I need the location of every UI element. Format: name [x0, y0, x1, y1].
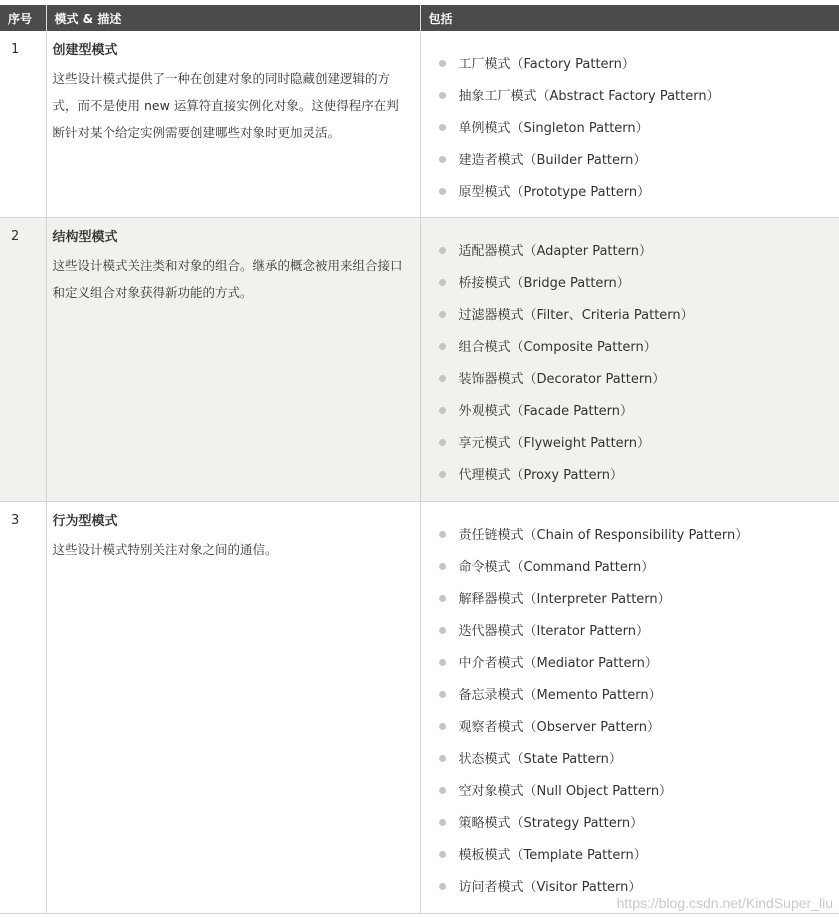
category-description: 这些设计模式关注类和对象的组合。继承的概念被用来组合接口和定义组合对象获得新功能的方式。	[52, 258, 403, 300]
pattern-list	[421, 502, 839, 904]
header-pattern-description: 模式 & 描述	[46, 5, 420, 31]
pattern-item	[439, 49, 839, 81]
pattern-name: 抽象工厂模式（Abstract Factory Pattern）	[458, 89, 720, 104]
header-includes: 包括	[420, 5, 839, 31]
pattern-item	[439, 712, 839, 744]
header-number: 序号	[0, 5, 46, 31]
bullet-icon	[439, 188, 446, 195]
category-description: 这些设计模式特别关注对象之间的通信。	[52, 542, 278, 557]
pattern-item	[439, 113, 839, 145]
bullet-icon	[439, 407, 446, 414]
pattern-item	[439, 552, 839, 584]
pattern-item	[439, 396, 839, 428]
pattern-name: 单例模式（Singleton Pattern）	[458, 121, 649, 136]
row-number-cell	[0, 218, 46, 502]
pattern-list	[421, 31, 839, 209]
pattern-name: 空对象模式（Null Object Pattern）	[458, 784, 673, 799]
pattern-name: 解释器模式（Interpreter Pattern）	[458, 592, 671, 607]
category-title: 创建型模式	[52, 43, 118, 58]
pattern-name: 观察者模式（Observer Pattern）	[458, 720, 661, 735]
bullet-icon	[439, 755, 446, 762]
pattern-name: 状态模式（State Pattern）	[458, 752, 622, 767]
pattern-name: 策略模式（Strategy Pattern）	[458, 816, 644, 831]
bullet-icon	[439, 723, 446, 730]
bullet-icon	[439, 343, 446, 350]
category-title: 结构型模式	[52, 230, 118, 245]
pattern-name: 原型模式（Prototype Pattern）	[458, 185, 651, 200]
pattern-name: 工厂模式（Factory Pattern）	[458, 57, 635, 72]
description-cell	[46, 31, 420, 218]
bullet-icon	[439, 247, 446, 254]
pattern-item	[439, 648, 839, 680]
description-cell	[46, 218, 420, 502]
bullet-icon	[439, 595, 446, 602]
bullet-icon	[439, 156, 446, 163]
row-number: 1	[11, 42, 20, 57]
table-row	[0, 218, 839, 502]
includes-cell	[420, 31, 839, 218]
bullet-icon	[439, 627, 446, 634]
table-header	[0, 5, 839, 31]
bullet-icon	[439, 851, 446, 858]
category-title: 行为型模式	[52, 514, 118, 529]
pattern-item	[439, 300, 839, 332]
watermark: https://blog.csdn.net/KindSuper_liu	[616, 895, 833, 911]
pattern-item	[439, 616, 839, 648]
category-description: 这些设计模式提供了一种在创建对象的同时隐藏创建逻辑的方式，而不是使用 new 运算符直接实例化对象。这使得程序在判断针对某个给定实例需要创建哪些对象时更加灵活。	[52, 71, 399, 140]
pattern-list	[421, 218, 839, 492]
pattern-item	[439, 520, 839, 552]
includes-cell	[420, 218, 839, 502]
bullet-icon	[439, 124, 446, 131]
pattern-item	[439, 460, 839, 492]
pattern-name: 适配器模式（Adapter Pattern）	[458, 244, 652, 259]
bullet-icon	[439, 279, 446, 286]
pattern-name: 代理模式（Proxy Pattern）	[458, 468, 624, 483]
pattern-item	[439, 332, 839, 364]
pattern-name: 模板模式（Template Pattern）	[458, 848, 647, 863]
pattern-name: 建造者模式（Builder Pattern）	[458, 153, 647, 168]
bullet-icon	[439, 787, 446, 794]
pattern-item	[439, 145, 839, 177]
pattern-item	[439, 808, 839, 840]
pattern-item	[439, 81, 839, 113]
pattern-name: 备忘录模式（Memento Pattern）	[458, 688, 662, 703]
table-row	[0, 31, 839, 218]
bullet-icon	[439, 471, 446, 478]
pattern-name: 访问者模式（Visitor Pattern）	[458, 880, 642, 895]
bullet-icon	[439, 311, 446, 318]
pattern-name: 迭代器模式（Iterator Pattern）	[458, 624, 650, 639]
pattern-name: 过滤器模式（Filter、Criteria Pattern）	[458, 308, 694, 323]
pattern-item	[439, 840, 839, 872]
table-body	[0, 31, 839, 914]
pattern-item	[439, 236, 839, 268]
bullet-icon	[439, 60, 446, 67]
includes-cell	[420, 502, 839, 914]
design-patterns-table	[0, 5, 839, 914]
pattern-item	[439, 428, 839, 460]
table-row	[0, 502, 839, 914]
pattern-item	[439, 177, 839, 209]
header-row	[0, 5, 839, 31]
pattern-item	[439, 776, 839, 808]
pattern-name: 桥接模式（Bridge Pattern）	[458, 276, 630, 291]
pattern-name: 装饰器模式（Decorator Pattern）	[458, 372, 666, 387]
row-number-cell	[0, 31, 46, 218]
pattern-name: 命令模式（Command Pattern）	[458, 560, 655, 575]
description-cell	[46, 502, 420, 914]
bullet-icon	[439, 691, 446, 698]
bullet-icon	[439, 439, 446, 446]
pattern-name: 组合模式（Composite Pattern）	[458, 340, 657, 355]
row-number-cell	[0, 502, 46, 914]
pattern-item	[439, 364, 839, 396]
pattern-name: 享元模式（Flyweight Pattern）	[458, 436, 651, 451]
row-number: 3	[11, 513, 20, 528]
bullet-icon	[439, 375, 446, 382]
bullet-icon	[439, 659, 446, 666]
row-number: 2	[11, 229, 20, 244]
pattern-item	[439, 268, 839, 300]
pattern-name: 中介者模式（Mediator Pattern）	[458, 656, 658, 671]
pattern-item	[439, 744, 839, 776]
pattern-item	[439, 680, 839, 712]
bullet-icon	[439, 563, 446, 570]
pattern-name: 责任链模式（Chain of Responsibility Pattern）	[458, 528, 749, 543]
pattern-item	[439, 584, 839, 616]
bullet-icon	[439, 92, 446, 99]
bullet-icon	[439, 883, 446, 890]
bullet-icon	[439, 819, 446, 826]
bullet-icon	[439, 531, 446, 538]
pattern-name: 外观模式（Facade Pattern）	[458, 404, 634, 419]
